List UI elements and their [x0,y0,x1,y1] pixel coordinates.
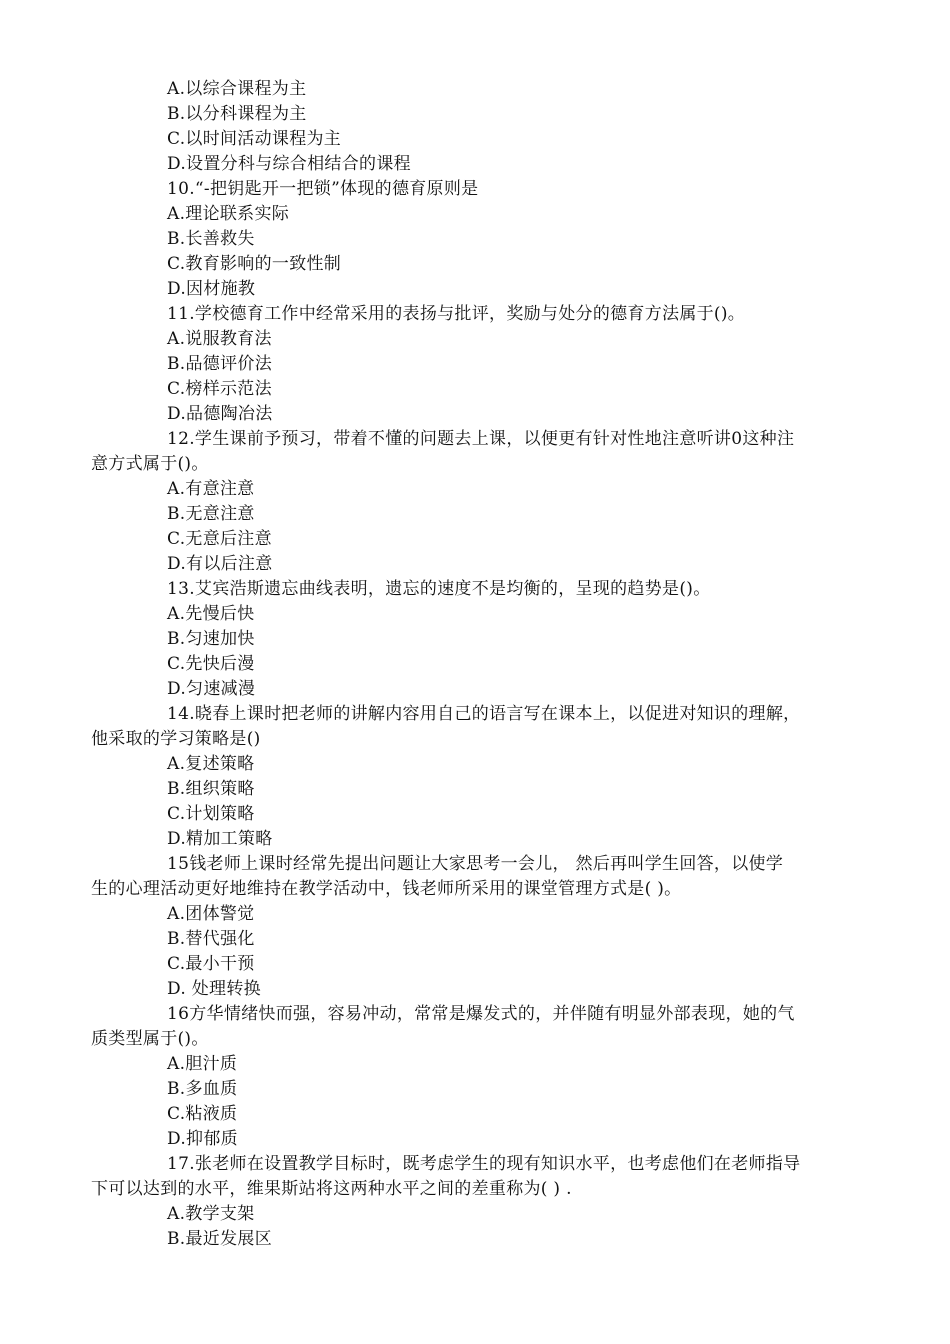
option-line: A.以综合课程为主 [167,79,307,99]
question-continuation: 意方式属于()。 [91,454,209,474]
option-line: C.最小干预 [167,954,255,974]
option-line: B.多血质 [167,1079,238,1099]
option-line: C.粘液质 [167,1104,238,1124]
option-line: C.计划策略 [167,804,255,824]
option-line: A.说服教育法 [167,329,272,349]
option-line: B.组织策略 [167,779,255,799]
option-line: B.品德评价法 [167,354,272,374]
option-line: B.最近发展区 [167,1229,272,1249]
question-line: 11.学校德育工作中经常采用的表扬与批评，奖励与处分的德育方法属于()。 [167,304,746,324]
question-line: 13.艾宾浩斯遗忘曲线表明，遗忘的速度不是均衡的，呈现的趋势是()。 [167,579,711,599]
option-line: D.抑郁质 [167,1129,238,1149]
option-line: A.复述策略 [167,754,255,774]
option-line: D.设置分科与综合相结合的课程 [167,154,411,174]
question-line: 15钱老师上课时经常先提出问题让大家思考一会儿， 然后再叫学生回答，以使学 [167,854,784,874]
option-line: A.先慢后快 [167,604,255,624]
option-line: C.教育影响的一致性制 [167,254,342,274]
option-line: D.精加工策略 [167,829,273,849]
question-line: 12.学生课前予预习，带着不懂的问题去上课，以便更有针对性地注意听讲0这种注 [167,429,795,449]
option-line: C.榜样示范法 [167,379,272,399]
question-line: 14.晓春上课时把老师的讲解内容用自己的语言写在课本上，以促进对知识的理解， [167,704,801,724]
option-line: C.先快后漫 [167,654,255,674]
option-line: A.理论联系实际 [167,204,290,224]
option-line: B.以分科课程为主 [167,104,307,124]
option-line: D.匀速减漫 [167,679,256,699]
option-line: D.品德陶冶法 [167,404,273,424]
question-continuation: 生的心理活动更好地维持在教学活动中，钱老师所采用的课堂管理方式是( )。 [91,879,682,899]
question-line: 10.“-把钥匙开一把锁”体现的德育原则是 [167,179,479,199]
option-line: B.无意注意 [167,504,255,524]
option-line: C.无意后注意 [167,529,272,549]
question-continuation: 质类型属于()。 [91,1029,209,1049]
option-line: A.团体警觉 [167,904,255,924]
question-line: 17.张老师在设置教学目标时，既考虑学生的现有知识水平，也考虑他们在老师指导 [167,1154,801,1174]
option-line: B.长善救失 [167,229,255,249]
option-line: D.因材施教 [167,279,256,299]
option-line: B.替代强化 [167,929,255,949]
option-line: D. 处理转换 [167,979,261,999]
option-line: B.匀速加快 [167,629,255,649]
option-line: A.有意注意 [167,479,255,499]
option-line: D.有以后注意 [167,554,273,574]
option-line: A.胆汁质 [167,1054,238,1074]
option-line: C.以时间活动课程为主 [167,129,342,149]
question-continuation: 他采取的学习策略是() [91,729,261,749]
question-continuation: 下可以达到的水平，维果斯站将这两种水平之间的差重称为( ) . [91,1179,572,1199]
question-line: 16方华情绪快而强，容易冲动，常常是爆发式的，并伴随有明显外部表现，她的气 [167,1004,795,1024]
option-line: A.教学支架 [167,1204,255,1224]
